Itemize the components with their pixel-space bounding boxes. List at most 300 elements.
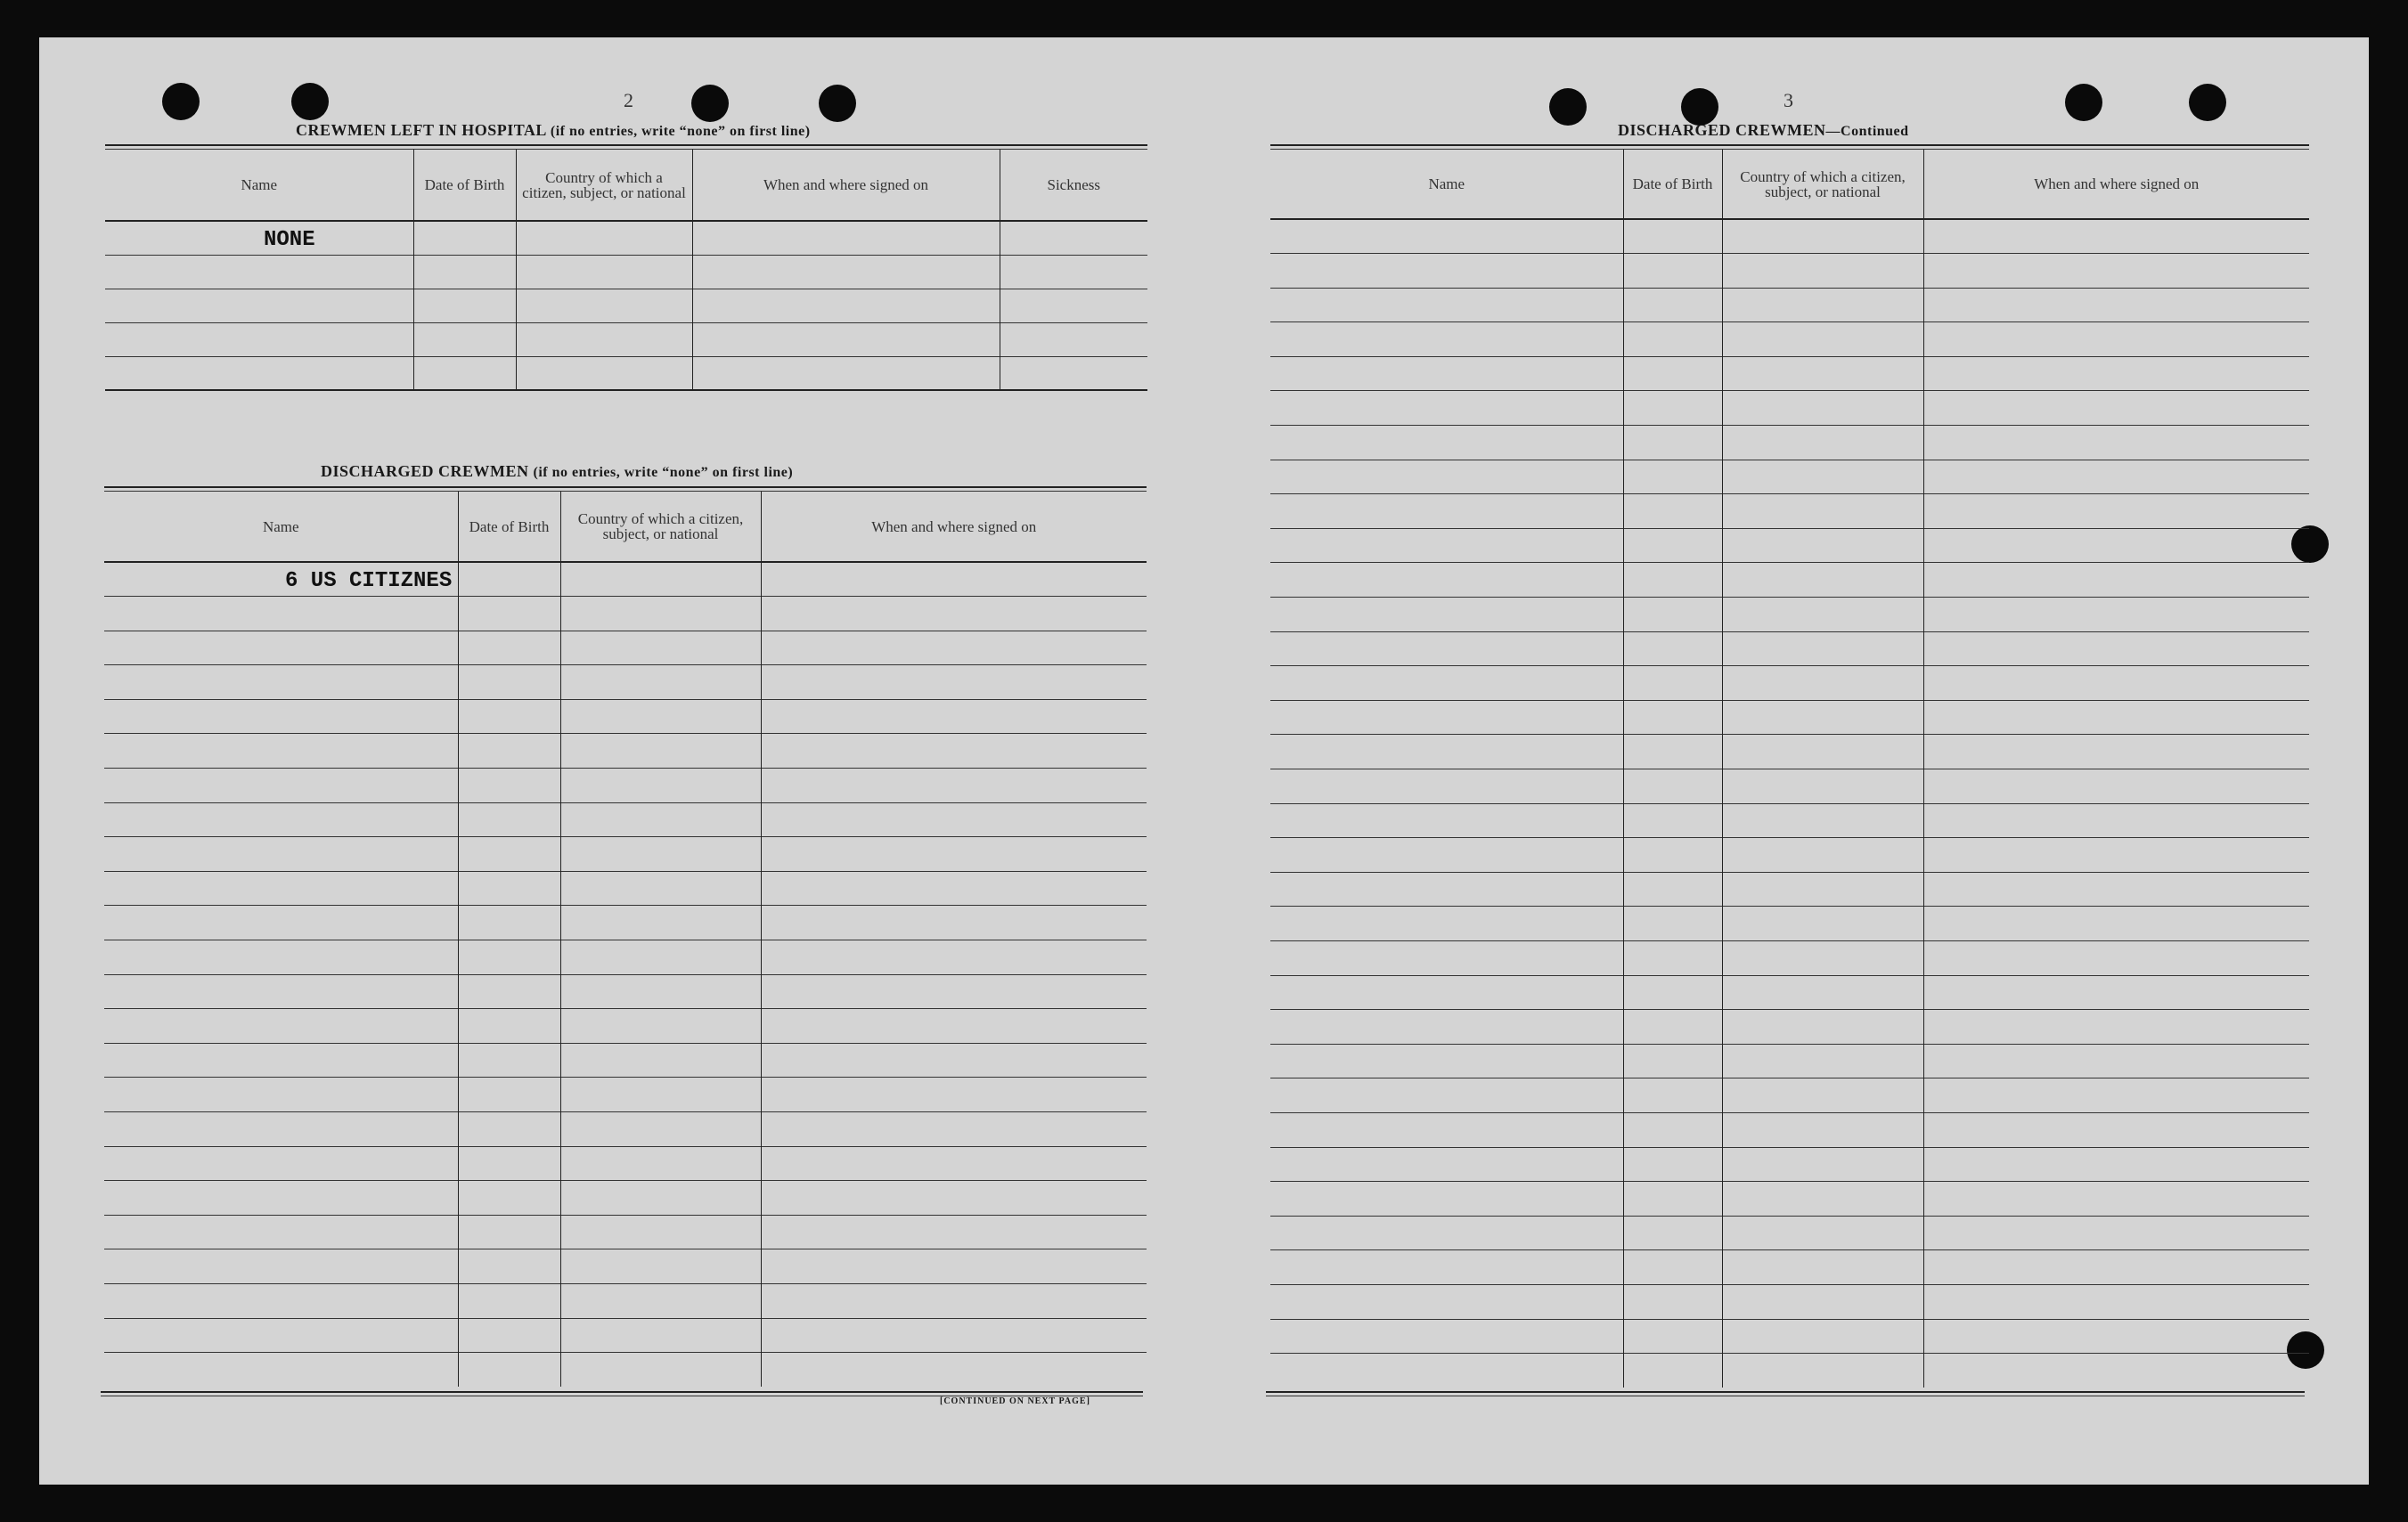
discharged-name-cell[interactable] [104, 562, 458, 597]
table-row [105, 289, 1147, 322]
table-cell[interactable] [1270, 426, 1623, 460]
hospital-header-country: Country of which a citizen, subject, or national [516, 150, 692, 221]
table-cell[interactable] [1270, 254, 1623, 289]
table-cell[interactable] [761, 1215, 1147, 1249]
table-cell[interactable] [1923, 700, 2309, 735]
table-cell[interactable] [1722, 288, 1923, 322]
table-cell[interactable] [560, 802, 761, 837]
table-cell[interactable] [104, 1078, 458, 1112]
table-cell[interactable] [761, 597, 1147, 631]
table-cell[interactable] [458, 871, 560, 906]
table-row [1270, 872, 2309, 907]
table-cell[interactable] [1270, 769, 1623, 804]
table-cell[interactable] [458, 1353, 560, 1388]
table-cell[interactable] [104, 665, 458, 700]
table-cell[interactable] [413, 356, 516, 390]
table-cell[interactable] [560, 1283, 761, 1318]
table-cell[interactable] [560, 1112, 761, 1147]
table-cell[interactable] [1623, 872, 1722, 907]
table-cell[interactable] [1722, 598, 1923, 632]
table-cell[interactable] [1722, 1182, 1923, 1217]
table-cell[interactable] [104, 1146, 458, 1181]
page-number-right: 3 [1784, 89, 1793, 111]
table-cell[interactable] [1923, 1250, 2309, 1285]
table-cell[interactable] [1923, 391, 2309, 426]
table-cell[interactable] [1270, 219, 1623, 254]
table-cell[interactable] [1722, 1112, 1923, 1147]
right-header-signed: When and where signed on [1923, 150, 2309, 219]
table-cell[interactable] [560, 871, 761, 906]
table-cell[interactable] [761, 562, 1147, 597]
table-cell[interactable] [761, 699, 1147, 734]
table-cell[interactable] [104, 940, 458, 975]
table-cell[interactable] [104, 1215, 458, 1249]
table-cell[interactable] [516, 255, 692, 289]
table-cell[interactable] [1923, 288, 2309, 322]
table-cell[interactable] [1923, 322, 2309, 357]
table-cell[interactable] [1722, 975, 1923, 1010]
table-cell[interactable] [1722, 1078, 1923, 1113]
table-cell[interactable] [761, 769, 1147, 803]
table-cell[interactable] [516, 322, 692, 356]
table-cell[interactable] [1722, 1284, 1923, 1319]
table-cell[interactable] [761, 906, 1147, 940]
table-cell[interactable] [1623, 1354, 1722, 1388]
table-row [104, 871, 1147, 906]
table-cell[interactable] [1623, 769, 1722, 804]
table-cell[interactable] [1623, 666, 1722, 701]
table-cell[interactable] [1722, 254, 1923, 289]
table-cell[interactable] [1270, 1147, 1623, 1182]
table-cell[interactable] [1923, 1112, 2309, 1147]
table-cell[interactable] [1623, 356, 1722, 391]
table-cell[interactable] [1270, 872, 1623, 907]
table-cell[interactable] [458, 1249, 560, 1284]
table-cell[interactable] [1623, 1216, 1722, 1250]
punch-hole [691, 85, 729, 122]
table-cell[interactable] [104, 597, 458, 631]
table-cell[interactable] [761, 837, 1147, 872]
table-cell[interactable] [1722, 1354, 1923, 1388]
table-cell[interactable] [761, 734, 1147, 769]
table-cell[interactable] [560, 1318, 761, 1353]
table-cell[interactable] [1923, 838, 2309, 873]
table-cell[interactable] [1923, 1044, 2309, 1078]
table-cell[interactable] [458, 1112, 560, 1147]
table-cell[interactable] [458, 1078, 560, 1112]
table-cell[interactable] [458, 837, 560, 872]
table-cell[interactable] [458, 699, 560, 734]
table-cell[interactable] [1722, 1250, 1923, 1285]
table-cell[interactable] [1270, 1182, 1623, 1217]
table-row [1270, 598, 2309, 632]
table-cell[interactable] [1000, 289, 1147, 322]
table-row [104, 1283, 1147, 1318]
right-section-title [1618, 121, 1909, 140]
table-cell[interactable] [1722, 426, 1923, 460]
table-cell[interactable] [560, 1078, 761, 1112]
right-bottom-rule [1266, 1391, 2305, 1396]
table-cell[interactable] [458, 1146, 560, 1181]
table-cell[interactable] [1270, 1319, 1623, 1354]
table-cell[interactable] [1623, 1147, 1722, 1182]
table-cell[interactable] [761, 1283, 1147, 1318]
table-cell[interactable] [1623, 1078, 1722, 1113]
table-cell[interactable] [1923, 940, 2309, 975]
table-cell[interactable] [1270, 322, 1623, 357]
table-cell[interactable] [560, 1146, 761, 1181]
table-cell[interactable] [104, 631, 458, 665]
table-cell[interactable] [1270, 940, 1623, 975]
table-cell[interactable] [761, 940, 1147, 975]
table-cell[interactable] [1623, 907, 1722, 941]
punch-hole [291, 83, 329, 120]
table-cell[interactable] [1722, 460, 1923, 494]
table-cell[interactable] [560, 1043, 761, 1078]
hospital-name-cell[interactable] [105, 221, 413, 255]
table-cell[interactable] [1270, 391, 1623, 426]
table-cell[interactable] [560, 734, 761, 769]
table-cell[interactable] [1923, 528, 2309, 563]
hospital-table [105, 150, 1147, 394]
table-cell[interactable] [104, 906, 458, 940]
table-cell[interactable] [1923, 1319, 2309, 1354]
table-cell[interactable] [1623, 1044, 1722, 1078]
table-cell[interactable] [1270, 666, 1623, 701]
table-cell[interactable] [1623, 563, 1722, 598]
table-cell[interactable] [1923, 975, 2309, 1010]
discharged-title-note: (if no entries, write “none” on first line) [533, 465, 794, 480]
table-cell[interactable] [1722, 563, 1923, 598]
table-cell[interactable] [1623, 254, 1722, 289]
table-row [104, 906, 1147, 940]
table-cell[interactable] [104, 1112, 458, 1147]
table-cell[interactable] [1722, 1216, 1923, 1250]
table-cell[interactable] [1923, 356, 2309, 391]
page-number-left: 2 [624, 89, 633, 111]
table-cell[interactable] [413, 289, 516, 322]
table-cell[interactable] [104, 734, 458, 769]
table-cell[interactable] [761, 1181, 1147, 1216]
table-cell[interactable] [1623, 1319, 1722, 1354]
table-cell[interactable] [1923, 1010, 2309, 1045]
table-cell[interactable] [1722, 666, 1923, 701]
table-cell[interactable] [1623, 322, 1722, 357]
table-cell[interactable] [560, 1181, 761, 1216]
table-cell[interactable] [761, 802, 1147, 837]
table-cell[interactable] [458, 562, 560, 597]
table-cell[interactable] [458, 1318, 560, 1353]
table-cell[interactable] [692, 255, 1000, 289]
table-row [104, 597, 1147, 631]
table-cell[interactable] [1923, 907, 2309, 941]
table-cell[interactable] [1722, 907, 1923, 941]
table-row [104, 1181, 1147, 1216]
table-cell[interactable] [104, 802, 458, 837]
table-row [1270, 1319, 2309, 1354]
table-cell[interactable] [761, 1353, 1147, 1388]
table-row [1270, 1216, 2309, 1250]
table-cell[interactable] [458, 1215, 560, 1249]
table-row [104, 940, 1147, 975]
table-cell[interactable] [761, 631, 1147, 665]
table-cell[interactable] [104, 1249, 458, 1284]
table-cell[interactable] [1722, 940, 1923, 975]
table-cell[interactable] [104, 1181, 458, 1216]
table-cell[interactable] [516, 221, 692, 255]
table-cell[interactable] [1722, 700, 1923, 735]
table-cell[interactable] [1923, 494, 2309, 529]
table-cell[interactable] [560, 1249, 761, 1284]
table-row [1270, 907, 2309, 941]
table-cell[interactable] [1623, 460, 1722, 494]
table-cell[interactable] [1270, 1284, 1623, 1319]
table-row [104, 1215, 1147, 1249]
table-cell[interactable] [692, 322, 1000, 356]
table-cell[interactable] [761, 1112, 1147, 1147]
table-cell[interactable] [692, 221, 1000, 255]
table-cell[interactable] [458, 631, 560, 665]
table-cell[interactable] [1623, 975, 1722, 1010]
table-cell[interactable] [1722, 1044, 1923, 1078]
table-cell[interactable] [1623, 1010, 1722, 1045]
table-cell[interactable] [1722, 769, 1923, 804]
table-cell[interactable] [104, 1318, 458, 1353]
table-cell[interactable] [1722, 1010, 1923, 1045]
table-cell[interactable] [1623, 1250, 1722, 1285]
table-cell[interactable] [1923, 1078, 2309, 1113]
table-cell[interactable] [1270, 356, 1623, 391]
table-row [1270, 666, 2309, 701]
table-cell[interactable] [1623, 803, 1722, 838]
table-cell[interactable] [1270, 1078, 1623, 1113]
table-cell[interactable] [458, 940, 560, 975]
table-row [104, 1078, 1147, 1112]
table-row [104, 734, 1147, 769]
table-cell[interactable] [1722, 838, 1923, 873]
table-cell[interactable] [458, 597, 560, 631]
table-cell[interactable] [761, 1249, 1147, 1284]
table-cell[interactable] [1923, 666, 2309, 701]
table-cell[interactable] [560, 940, 761, 975]
table-cell[interactable] [1722, 528, 1923, 563]
table-cell[interactable] [1270, 700, 1623, 735]
table-cell[interactable] [560, 562, 761, 597]
table-cell[interactable] [458, 906, 560, 940]
table-cell[interactable] [1270, 838, 1623, 873]
table-cell[interactable] [1270, 975, 1623, 1010]
table-cell[interactable] [1623, 838, 1722, 873]
table-cell[interactable] [1722, 1319, 1923, 1354]
table-cell[interactable] [458, 665, 560, 700]
table-cell[interactable] [1270, 1044, 1623, 1078]
table-cell[interactable] [104, 769, 458, 803]
table-cell[interactable] [1270, 598, 1623, 632]
table-row [104, 974, 1147, 1009]
table-row [1270, 254, 2309, 289]
table-cell[interactable] [1623, 219, 1722, 254]
table-cell[interactable] [1923, 426, 2309, 460]
table-cell[interactable] [1623, 700, 1722, 735]
table-cell[interactable] [560, 769, 761, 803]
table-cell[interactable] [458, 769, 560, 803]
table-cell[interactable] [1623, 1182, 1722, 1217]
table-cell[interactable] [560, 974, 761, 1009]
table-cell[interactable] [104, 1043, 458, 1078]
table-cell[interactable] [560, 699, 761, 734]
table-row [1270, 838, 2309, 873]
table-row [104, 837, 1147, 872]
table-cell[interactable] [1623, 1112, 1722, 1147]
table-cell[interactable] [1270, 528, 1623, 563]
table-cell[interactable] [1722, 322, 1923, 357]
table-cell[interactable] [1722, 803, 1923, 838]
table-row [104, 769, 1147, 803]
table-cell[interactable] [1623, 494, 1722, 529]
table-cell[interactable] [1722, 356, 1923, 391]
table-cell[interactable] [1623, 426, 1722, 460]
table-cell[interactable] [1722, 494, 1923, 529]
table-cell[interactable] [1722, 219, 1923, 254]
table-cell[interactable] [1000, 322, 1147, 356]
discharged-section-title [321, 462, 793, 481]
table-cell[interactable] [1923, 769, 2309, 804]
table-cell[interactable] [1000, 255, 1147, 289]
table-cell[interactable] [104, 1353, 458, 1388]
table-cell[interactable] [104, 1283, 458, 1318]
table-cell[interactable] [1623, 288, 1722, 322]
table-cell[interactable] [1722, 1147, 1923, 1182]
table-cell[interactable] [761, 1078, 1147, 1112]
table-cell[interactable] [1923, 563, 2309, 598]
hospital-header-sickness: Sickness [1000, 150, 1147, 221]
table-cell[interactable] [1270, 1250, 1623, 1285]
table-cell[interactable] [1270, 460, 1623, 494]
table-cell[interactable] [1270, 1112, 1623, 1147]
table-cell[interactable] [1000, 221, 1147, 255]
table-cell[interactable] [560, 597, 761, 631]
table-cell[interactable] [1270, 563, 1623, 598]
table-cell[interactable] [413, 221, 516, 255]
table-cell[interactable] [1722, 872, 1923, 907]
table-row [104, 665, 1147, 700]
table-row [104, 1112, 1147, 1147]
table-cell[interactable] [692, 289, 1000, 322]
table-cell[interactable] [761, 1146, 1147, 1181]
table-cell[interactable] [1923, 1284, 2309, 1319]
table-cell[interactable] [761, 665, 1147, 700]
table-cell[interactable] [104, 837, 458, 872]
table-cell[interactable] [1923, 460, 2309, 494]
table-cell[interactable] [1623, 598, 1722, 632]
table-cell[interactable] [104, 871, 458, 906]
table-cell[interactable] [1270, 494, 1623, 529]
table-cell[interactable] [1923, 1147, 2309, 1182]
table-cell[interactable] [458, 1283, 560, 1318]
table-cell[interactable] [761, 1009, 1147, 1044]
table-cell[interactable] [105, 356, 413, 390]
table-row [1270, 426, 2309, 460]
table-cell[interactable] [1623, 391, 1722, 426]
table-cell[interactable] [104, 1009, 458, 1044]
table-row [105, 221, 1147, 255]
table-cell[interactable] [1722, 391, 1923, 426]
table-row [104, 1353, 1147, 1388]
table-cell[interactable] [1923, 219, 2309, 254]
table-cell[interactable] [1923, 872, 2309, 907]
table-cell[interactable] [560, 665, 761, 700]
table-cell[interactable] [1270, 735, 1623, 769]
table-cell[interactable] [1270, 631, 1623, 666]
table-cell[interactable] [1923, 254, 2309, 289]
table-cell[interactable] [458, 734, 560, 769]
right-header-dob: Date of Birth [1623, 150, 1722, 219]
table-cell[interactable] [1923, 598, 2309, 632]
table-cell[interactable] [761, 974, 1147, 1009]
table-cell[interactable] [1270, 1354, 1623, 1388]
table-cell[interactable] [1722, 631, 1923, 666]
table-cell[interactable] [1270, 803, 1623, 838]
table-cell[interactable] [560, 631, 761, 665]
punch-hole [2065, 84, 2102, 121]
table-cell[interactable] [560, 837, 761, 872]
table-cell[interactable] [1623, 631, 1722, 666]
table-cell[interactable] [1623, 735, 1722, 769]
table-cell[interactable] [458, 1181, 560, 1216]
table-cell[interactable] [1923, 1354, 2309, 1388]
table-cell[interactable] [516, 289, 692, 322]
table-cell[interactable] [1923, 803, 2309, 838]
table-cell[interactable] [761, 1318, 1147, 1353]
table-cell[interactable] [105, 322, 413, 356]
table-cell[interactable] [105, 289, 413, 322]
table-cell[interactable] [1270, 1010, 1623, 1045]
table-cell[interactable] [1923, 1182, 2309, 1217]
table-cell[interactable] [1270, 907, 1623, 941]
table-cell[interactable] [761, 1043, 1147, 1078]
table-cell[interactable] [1270, 1216, 1623, 1250]
table-cell[interactable] [458, 802, 560, 837]
table-cell[interactable] [761, 871, 1147, 906]
table-cell[interactable] [1923, 735, 2309, 769]
table-cell[interactable] [516, 356, 692, 390]
punch-hole [162, 83, 200, 120]
table-cell[interactable] [560, 1009, 761, 1044]
table-cell[interactable] [1722, 735, 1923, 769]
table-cell[interactable] [1623, 1284, 1722, 1319]
table-cell[interactable] [1923, 1216, 2309, 1250]
table-cell[interactable] [1623, 940, 1722, 975]
table-cell[interactable] [560, 1353, 761, 1388]
table-cell[interactable] [104, 699, 458, 734]
table-cell[interactable] [692, 356, 1000, 390]
table-cell[interactable] [458, 1043, 560, 1078]
table-cell[interactable] [413, 322, 516, 356]
right-discharged-table [1270, 150, 2309, 1388]
table-cell[interactable] [560, 906, 761, 940]
table-cell[interactable] [560, 1215, 761, 1249]
table-cell[interactable] [1923, 631, 2309, 666]
table-cell[interactable] [458, 1009, 560, 1044]
table-cell[interactable] [105, 255, 413, 289]
table-cell[interactable] [1623, 528, 1722, 563]
table-cell[interactable] [413, 255, 516, 289]
table-cell[interactable] [104, 974, 458, 1009]
hospital-header-signed: When and where signed on [692, 150, 1000, 221]
table-cell[interactable] [458, 974, 560, 1009]
table-cell[interactable] [1270, 288, 1623, 322]
table-cell[interactable] [1000, 356, 1147, 390]
